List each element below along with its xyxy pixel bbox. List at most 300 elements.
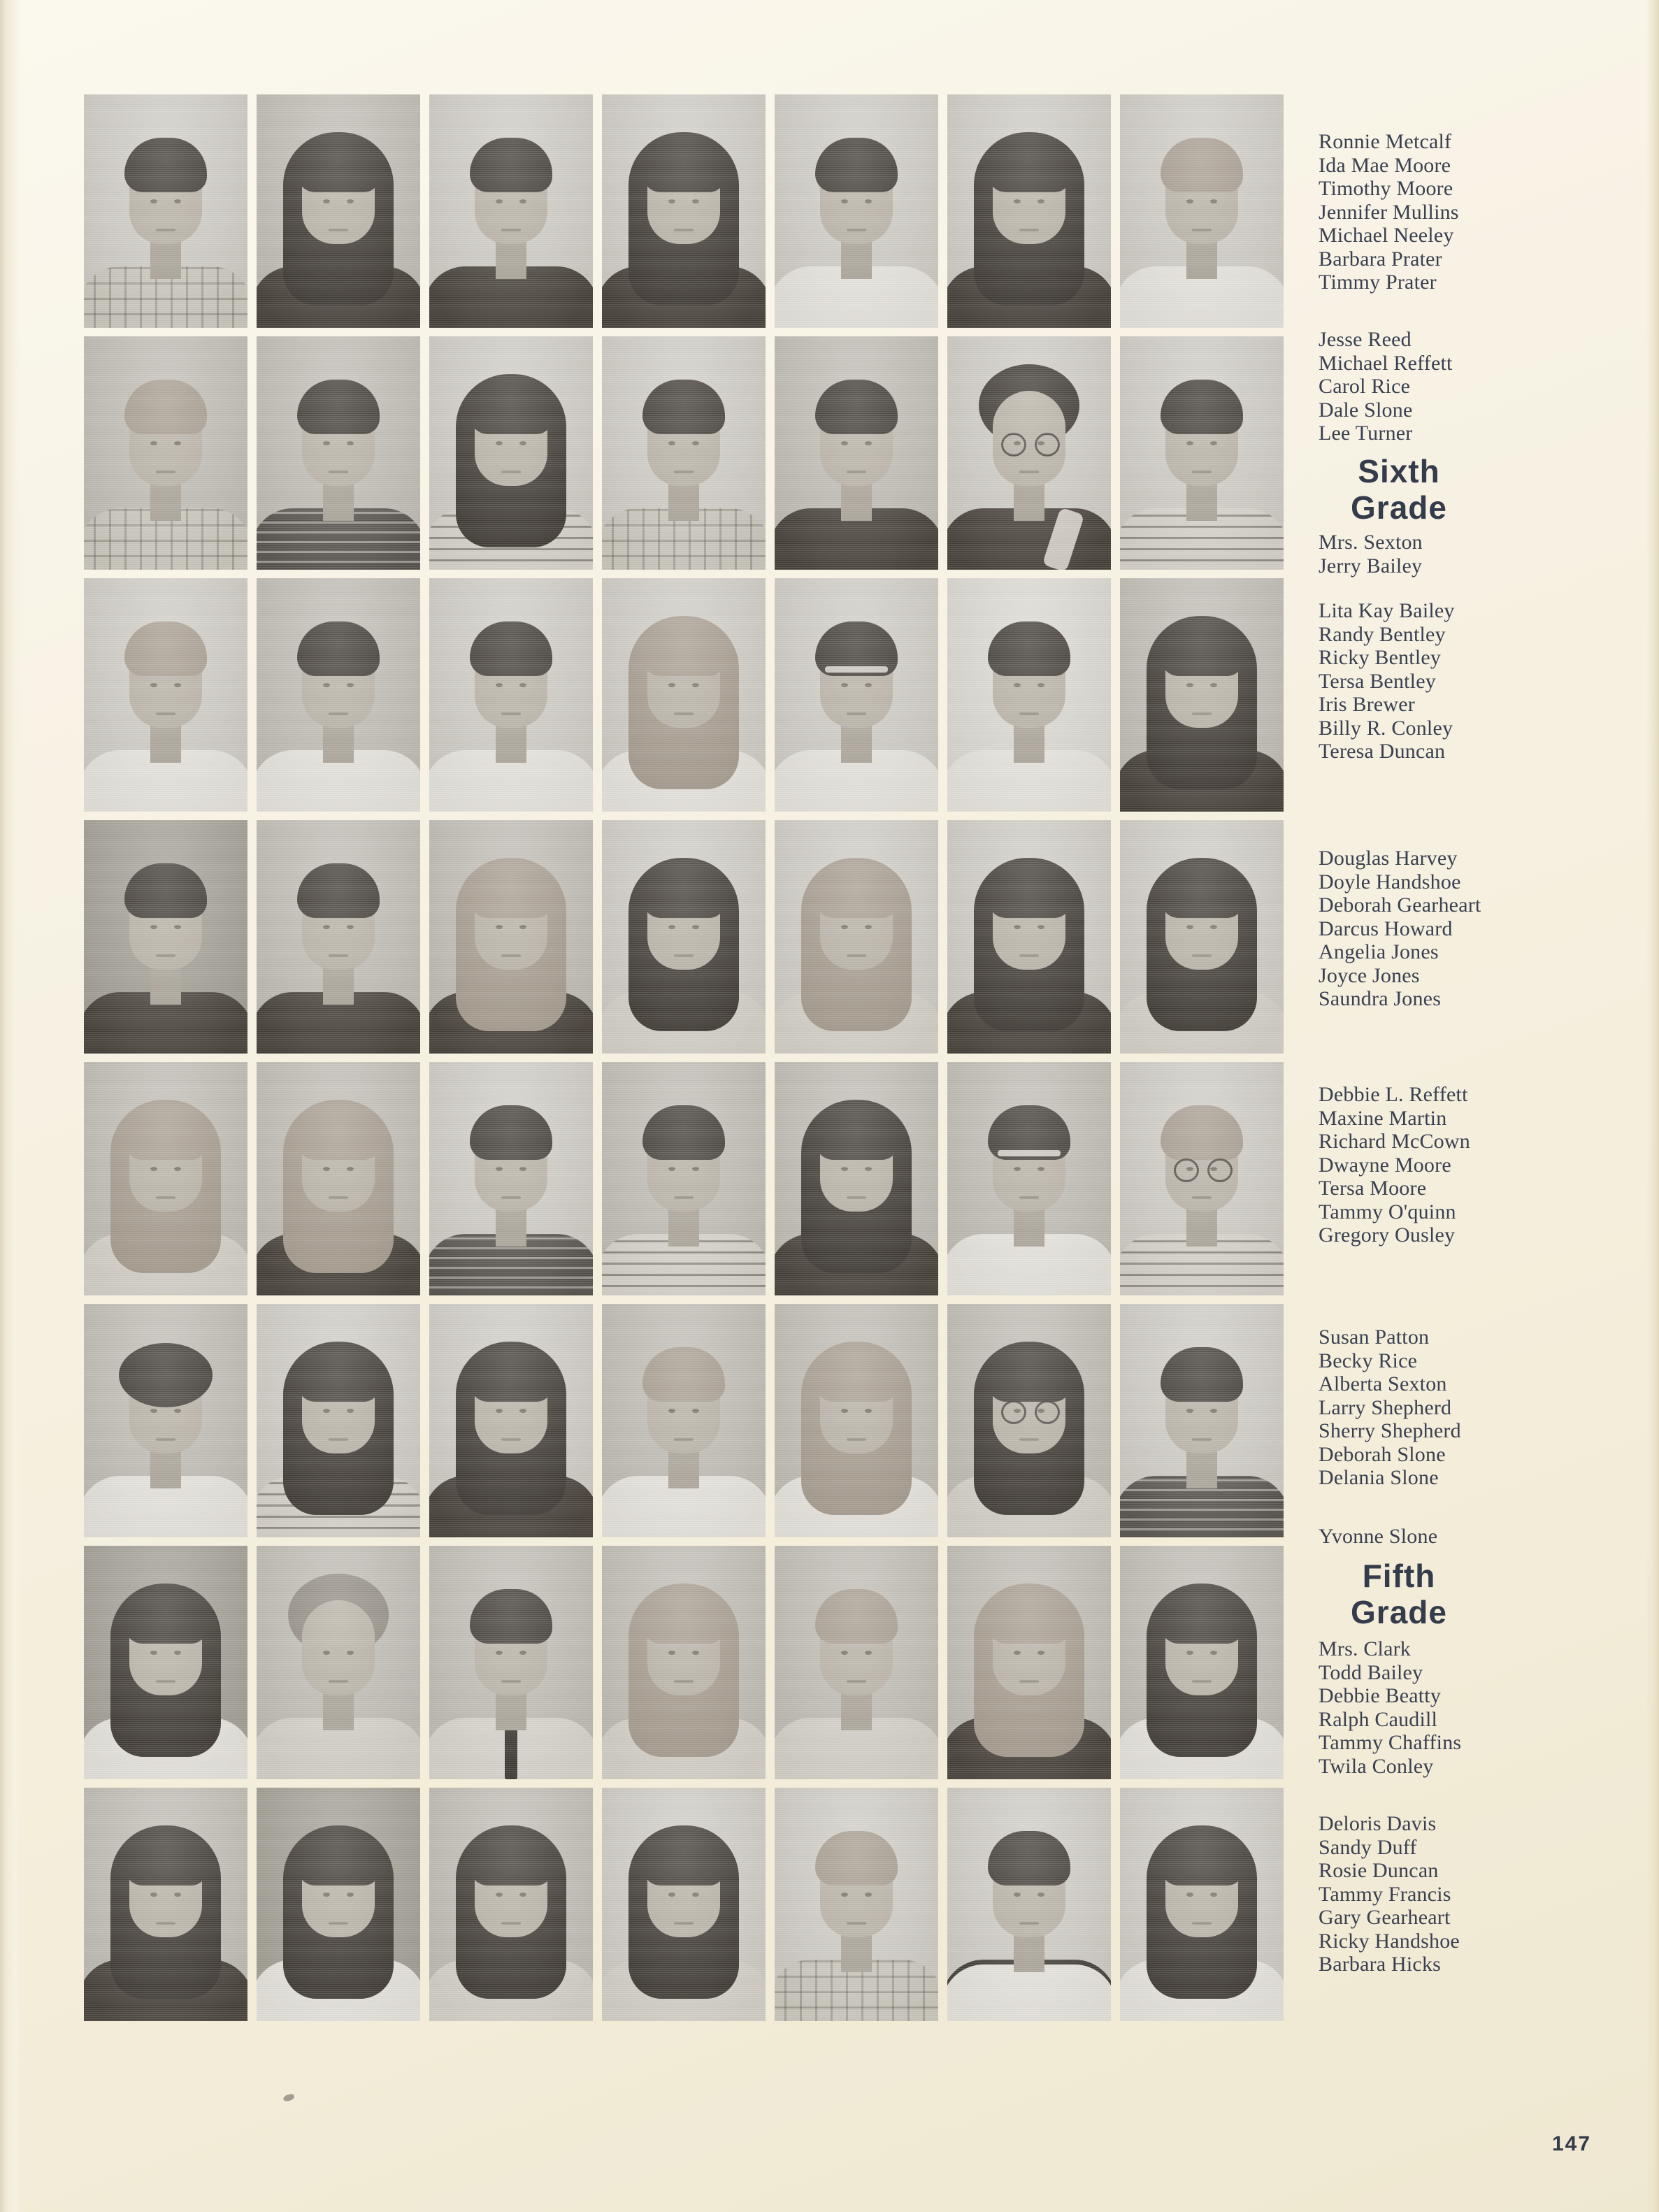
name-list (1319, 531, 1626, 577)
mouth (1192, 1438, 1212, 1441)
student-name: Ralph Caudill (1319, 1707, 1438, 1731)
neck (841, 724, 872, 763)
eye (1037, 1167, 1044, 1171)
portrait-photo-r1c1 (84, 94, 247, 328)
student-name: Ricky Bentley (1319, 646, 1442, 669)
student-name: Doyle Handshoe (1319, 870, 1461, 893)
portrait-photo-r7c7 (1120, 1546, 1284, 1779)
mouth (847, 954, 866, 957)
eye (347, 683, 354, 687)
student-name: Tersa Moore (1319, 1177, 1427, 1200)
neck (150, 482, 181, 521)
eye (841, 199, 848, 203)
eye (347, 1167, 354, 1171)
eye (150, 925, 157, 929)
eye (692, 925, 699, 929)
eye (1210, 683, 1217, 687)
portrait-photo-r3c5 (775, 578, 938, 812)
portrait-photo-r5c3 (429, 1062, 593, 1295)
eye (1186, 1893, 1193, 1897)
name-list (1319, 130, 1626, 294)
mouth (156, 471, 175, 473)
student-name: Carol Rice (1319, 375, 1411, 398)
eye (1014, 683, 1021, 687)
student-name: Tammy Chaffins (1319, 1731, 1462, 1754)
portrait-photo-r8c7 (1120, 1788, 1284, 2021)
student-name: Dale Slone (1319, 398, 1413, 422)
student-name: Michael Neeley (1319, 224, 1454, 247)
portrait-photo-r3c6 (947, 578, 1111, 812)
eye (692, 683, 699, 687)
mouth (156, 1680, 175, 1683)
name-list (1319, 1083, 1626, 1247)
mouth (847, 471, 866, 473)
eye (496, 1409, 503, 1413)
hair-icon (1161, 138, 1243, 192)
eye (347, 925, 354, 929)
eye (1210, 1409, 1217, 1413)
portrait-photo-r2c3 (429, 336, 593, 570)
eye (174, 199, 181, 203)
eye (668, 683, 675, 687)
hair-icon (297, 380, 380, 434)
mouth (329, 1680, 348, 1683)
eye (150, 1167, 157, 1171)
mouth (156, 712, 175, 715)
portrait-photo-r4c7 (1120, 820, 1284, 1054)
student-name: Alberta Sexton (1319, 1372, 1447, 1395)
eye (1037, 199, 1044, 203)
eye (150, 199, 157, 203)
hair-icon (124, 380, 207, 434)
student-name: Mrs. Clark (1319, 1637, 1411, 1660)
eye (1186, 1409, 1193, 1413)
mouth (847, 1196, 866, 1199)
student-name: Ricky Handshoe (1319, 1929, 1460, 1953)
eye (496, 1651, 503, 1655)
mouth (1192, 954, 1212, 957)
student-name: Joyce Jones (1319, 963, 1420, 987)
student-name: Gregory Ousley (1319, 1223, 1456, 1247)
eye (150, 1893, 157, 1897)
student-name: Mrs. Sexton (1319, 531, 1423, 554)
portrait-photo-r4c6 (947, 820, 1111, 1054)
eye (865, 1167, 872, 1171)
page-right-edge (1646, 0, 1659, 2212)
portrait-photo-r8c3 (429, 1788, 593, 2021)
name-list (1319, 599, 1626, 763)
hair-icon (124, 622, 207, 676)
portrait-photo-r1c6 (947, 94, 1111, 328)
portrait-photo-r2c5 (775, 336, 938, 570)
hair-icon (470, 1105, 552, 1160)
hair-icon (642, 1347, 725, 1402)
student-name: Delania Slone (1319, 1466, 1439, 1489)
eye (1037, 683, 1044, 687)
portrait-photo-r2c1 (84, 336, 247, 570)
student-name: Angelia Jones (1319, 940, 1439, 963)
hair-icon (124, 138, 207, 192)
portrait-photo-r4c4 (602, 820, 766, 1054)
eye (668, 1167, 675, 1171)
eye (519, 199, 526, 203)
eye (865, 1893, 872, 1897)
student-name: Maxine Martin (1319, 1106, 1447, 1130)
portrait-photo-r6c2 (257, 1304, 420, 1537)
neck (1014, 1207, 1044, 1247)
portrait-photo-r5c5 (775, 1062, 938, 1295)
hair-icon (988, 622, 1070, 676)
portrait-photo-r6c5 (775, 1304, 938, 1537)
portrait-photo-r1c3 (429, 94, 593, 328)
portrait-photo-r7c4 (602, 1546, 766, 1779)
mouth (847, 1680, 866, 1683)
portrait-photo-r8c2 (257, 1788, 420, 2021)
portrait-photo-r8c4 (602, 1788, 766, 2021)
eye (323, 1409, 330, 1413)
mouth (674, 1438, 694, 1441)
portrait-photo-r7c5 (775, 1546, 938, 1779)
portrait-photo-r5c7 (1120, 1062, 1284, 1295)
mouth (674, 229, 694, 231)
eye (865, 441, 872, 445)
student-name: Rosie Duncan (1319, 1859, 1439, 1882)
eye (1210, 1893, 1217, 1897)
eye (150, 441, 157, 445)
mouth (501, 1438, 521, 1441)
portrait-photo-r6c7 (1120, 1304, 1284, 1537)
student-name: Darcus Howard (1319, 917, 1453, 940)
student-name: Tammy O'quinn (1319, 1200, 1456, 1223)
eye (323, 1651, 330, 1655)
name-list (1319, 1637, 1626, 1778)
student-name: Lee Turner (1319, 422, 1413, 445)
neck (496, 724, 526, 763)
hair-icon (988, 1831, 1070, 1886)
eye (347, 1409, 354, 1413)
eye (347, 1893, 354, 1897)
portrait-photo-r2c7 (1120, 336, 1284, 570)
neck (496, 1691, 526, 1730)
student-name: Susan Patton (1319, 1326, 1430, 1349)
mouth (674, 471, 694, 473)
eye (1210, 441, 1217, 445)
student-name: Tammy Francis (1319, 1882, 1451, 1906)
eye (692, 441, 699, 445)
eye (668, 1893, 675, 1897)
eye (519, 1167, 526, 1171)
eye (519, 683, 526, 687)
eye (1037, 925, 1044, 929)
portrait-photo-r4c2 (257, 820, 420, 1054)
glasses-icon (947, 1304, 1111, 1537)
eye (865, 1409, 872, 1413)
eye (1014, 1651, 1021, 1655)
portrait-photo-r5c2 (257, 1062, 420, 1295)
portrait-photo-r7c1 (84, 1546, 247, 1779)
hair-icon (470, 1589, 552, 1644)
name-list (1319, 1525, 1626, 1549)
mouth (329, 1196, 348, 1199)
mouth (501, 471, 521, 473)
student-name: Teresa Duncan (1319, 740, 1446, 763)
mouth (1019, 1196, 1039, 1199)
neck (323, 1691, 354, 1730)
student-name: Saundra Jones (1319, 987, 1442, 1010)
portrait-photo-r4c3 (429, 820, 593, 1054)
eye (1186, 441, 1193, 445)
eye (841, 1651, 848, 1655)
mouth (1019, 712, 1039, 715)
mouth (847, 229, 866, 231)
eye (1210, 925, 1217, 929)
portrait-photo-r2c2 (257, 336, 420, 570)
portrait-photo-r3c7 (1120, 578, 1284, 812)
eye (150, 1651, 157, 1655)
hair-icon (1161, 380, 1243, 434)
eye (865, 199, 872, 203)
eye (1037, 1651, 1044, 1655)
neck (323, 965, 354, 1005)
portrait-photo-r3c4 (602, 578, 766, 812)
eye (1014, 925, 1021, 929)
portrait-photo-r6c6 (947, 1304, 1111, 1537)
eye (1186, 925, 1193, 929)
student-name: Deloris Davis (1319, 1812, 1437, 1835)
portrait-photo-r4c5 (775, 820, 938, 1054)
portrait-photo-r6c4 (602, 1304, 766, 1537)
student-name: Douglas Harvey (1319, 847, 1458, 870)
mouth (674, 1196, 694, 1199)
portrait-photo-r1c5 (775, 94, 938, 328)
portrait-photo-r1c7 (1120, 94, 1284, 328)
portrait-photo-r5c6 (947, 1062, 1111, 1295)
portrait-photo-r7c6 (947, 1546, 1111, 1779)
portrait-photo-r3c3 (429, 578, 593, 812)
neck (841, 1933, 872, 1972)
student-name: Sherry Shepherd (1319, 1419, 1461, 1442)
neck (150, 1449, 181, 1488)
portrait-photo-r4c1 (84, 820, 247, 1054)
mouth (156, 1922, 175, 1925)
mouth (847, 1922, 866, 1925)
mouth (1192, 712, 1212, 715)
eye (323, 1893, 330, 1897)
student-name: Ida Mae Moore (1319, 153, 1451, 177)
eye (692, 1409, 699, 1413)
mouth (501, 1922, 521, 1925)
neck (841, 240, 872, 279)
eye (1210, 199, 1217, 203)
hair-icon (470, 138, 552, 192)
headband (998, 1150, 1061, 1156)
neck (150, 240, 181, 279)
eye (692, 1167, 699, 1171)
neck (1186, 240, 1217, 279)
hair-icon (124, 863, 207, 918)
eye (519, 1893, 526, 1897)
eye (668, 1651, 675, 1655)
student-name: Timmy Prater (1319, 271, 1437, 294)
portrait-photo-r8c1 (84, 1788, 247, 2021)
eye (692, 199, 699, 203)
mouth (156, 954, 175, 957)
mouth (329, 229, 348, 231)
eye (865, 683, 872, 687)
grade-heading-line: Fifth (1362, 1558, 1436, 1594)
hair-icon (1161, 1347, 1243, 1402)
mouth (1192, 1922, 1212, 1925)
portrait-photo-r8c5 (775, 1788, 938, 2021)
eye (496, 199, 503, 203)
eye (323, 199, 330, 203)
portrait-photo-r7c2 (257, 1546, 420, 1779)
student-name: Dwayne Moore (1319, 1153, 1451, 1177)
eye (668, 925, 675, 929)
student-name: Debbie L. Reffett (1319, 1083, 1468, 1106)
student-name: Deborah Slone (1319, 1442, 1446, 1466)
eye (174, 1651, 181, 1655)
portrait-photo-r6c1 (84, 1304, 247, 1537)
page-left-edge (0, 0, 21, 2212)
eye (496, 925, 503, 929)
eye (1186, 199, 1193, 203)
mouth (674, 1922, 694, 1925)
portrait-photo-r3c2 (257, 578, 420, 812)
student-name: Jennifer Mullins (1319, 200, 1459, 224)
mouth (501, 1196, 521, 1199)
portrait-photo-r3c1 (84, 578, 247, 812)
glasses-icon (947, 336, 1111, 570)
student-name: Tersa Bentley (1319, 669, 1436, 693)
mouth (1192, 1680, 1212, 1683)
neck (323, 724, 354, 763)
neck (496, 240, 526, 279)
eye (174, 1409, 181, 1413)
neck (841, 482, 872, 521)
neck (150, 965, 181, 1005)
mouth (1192, 229, 1212, 231)
student-name: Randy Bentley (1319, 622, 1446, 646)
student-name: Sandy Duff (1319, 1835, 1417, 1859)
eye (519, 441, 526, 445)
mouth (847, 712, 866, 715)
eye (865, 925, 872, 929)
hair-icon (815, 1589, 898, 1644)
eye (496, 683, 503, 687)
mouth (329, 1438, 348, 1441)
neck (496, 1207, 526, 1247)
eye (174, 1167, 181, 1171)
portrait-photo-r2c6 (947, 336, 1111, 570)
student-name: Lita Kay Bailey (1319, 599, 1455, 622)
mouth (674, 954, 694, 957)
mouth (1192, 471, 1212, 473)
grade-heading-sixth (1294, 453, 1504, 526)
eye (323, 683, 330, 687)
mouth (1019, 1680, 1039, 1683)
mouth (674, 712, 694, 715)
student-name: Jesse Reed (1319, 328, 1412, 351)
portrait-photo-r1c4 (602, 94, 766, 328)
mouth (501, 712, 521, 715)
name-list (1319, 1326, 1626, 1490)
grade-heading-line: Grade (1351, 1594, 1447, 1630)
neck (668, 1449, 699, 1488)
hair-icon (297, 622, 380, 676)
student-name: Michael Reffett (1319, 351, 1453, 375)
student-name: Twila Conley (1319, 1754, 1434, 1778)
eye (1037, 1893, 1044, 1897)
neck (668, 482, 699, 521)
student-name: Richard McCown (1319, 1130, 1470, 1153)
eye (841, 683, 848, 687)
student-name: Todd Bailey (1319, 1660, 1423, 1684)
mouth (329, 1922, 348, 1925)
hair-icon (470, 622, 552, 676)
student-name: Barbara Hicks (1319, 1953, 1442, 1976)
eye (519, 1651, 526, 1655)
eye (150, 683, 157, 687)
student-name: Billy R. Conley (1319, 716, 1453, 740)
eye (692, 1893, 699, 1897)
grade-heading-line: Sixth (1358, 453, 1440, 489)
eye (841, 1409, 848, 1413)
hair-icon (642, 380, 725, 434)
mouth (156, 1196, 175, 1199)
hair-icon (815, 1831, 898, 1886)
portrait-photo-r1c2 (257, 94, 420, 328)
eye (519, 925, 526, 929)
mouth (847, 1438, 866, 1441)
eye (347, 441, 354, 445)
eye (174, 683, 181, 687)
neck (841, 1691, 872, 1730)
eye (1186, 1651, 1193, 1655)
hair-icon (815, 380, 898, 434)
student-name: Gary Gearheart (1319, 1906, 1451, 1929)
eye (841, 441, 848, 445)
hair-icon (297, 863, 380, 918)
eye (496, 441, 503, 445)
neck (1014, 724, 1044, 763)
eye (668, 199, 675, 203)
eye (347, 199, 354, 203)
grade-heading-line: Grade (1351, 489, 1447, 526)
eye (323, 1167, 330, 1171)
eye (519, 1409, 526, 1413)
eye (841, 925, 848, 929)
student-name: Yvonne Slone (1319, 1525, 1438, 1548)
curly-hair (119, 1343, 213, 1407)
student-name: Becky Rice (1319, 1349, 1418, 1372)
mouth (501, 229, 521, 231)
name-list (1319, 1812, 1626, 1976)
student-name: Debbie Beatty (1319, 1684, 1442, 1707)
eye (668, 1409, 675, 1413)
mouth (1019, 954, 1039, 957)
mouth (501, 954, 521, 957)
portrait-photo-r5c1 (84, 1062, 247, 1295)
portrait-photo-r2c4 (602, 336, 766, 570)
neck (150, 724, 181, 763)
eye (1014, 1893, 1021, 1897)
neck (1186, 1449, 1217, 1488)
neck (668, 1207, 699, 1247)
eye (496, 1893, 503, 1897)
eye (692, 1651, 699, 1655)
portrait-photo-r6c3 (429, 1304, 593, 1537)
